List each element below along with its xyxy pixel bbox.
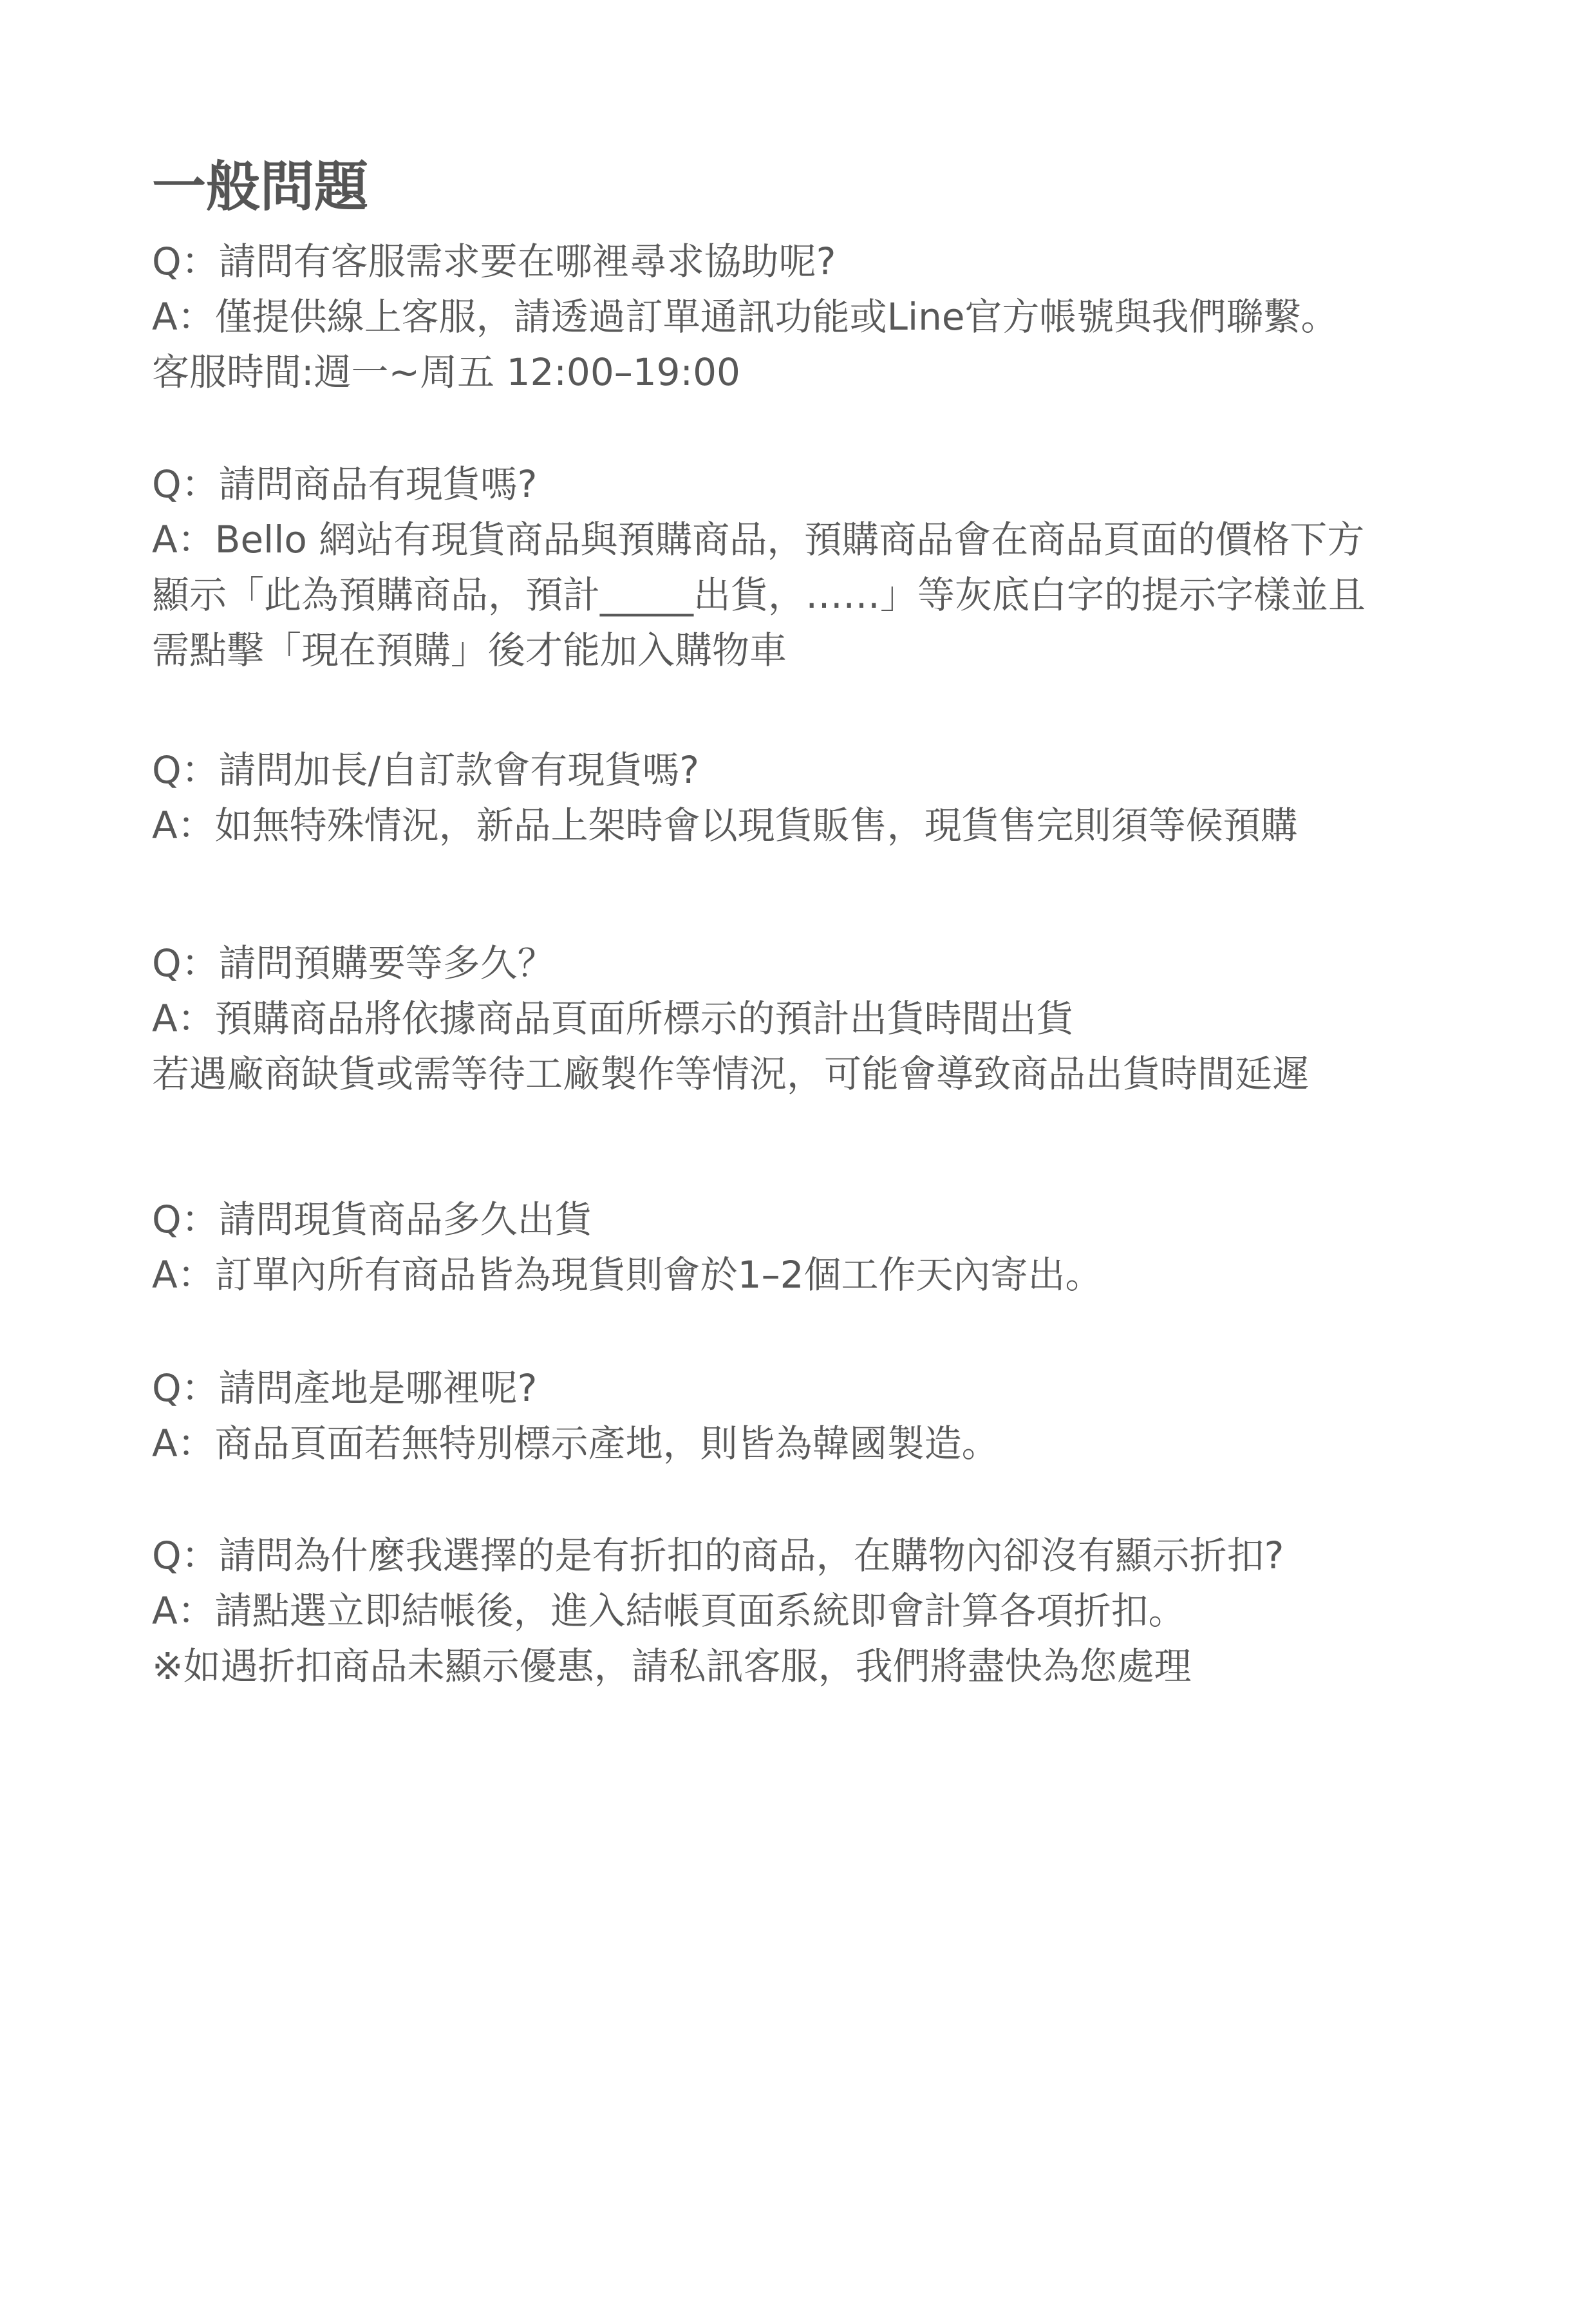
faq-answer-line: 客服時間:週一~周五 12:00–19:00 bbox=[152, 350, 740, 394]
faq-question-shipping-time: Q：請問現貨商品多久出貨 bbox=[152, 1197, 592, 1241]
faq-answer-line: A：預購商品將依據商品頁面所標示的預計出貨時間出貨 bbox=[152, 997, 1074, 1040]
page-title: 一般問題 bbox=[152, 155, 369, 218]
faq-question-discount: Q：請問為什麼我選擇的是有折扣的商品，在購物內卻沒有顯示折扣? bbox=[152, 1534, 1284, 1577]
faq-answer-line: 需點擊「現在預購」後才能加入購物車 bbox=[152, 628, 787, 672]
faq-answer-line: A：Bello 網站有現貨商品與預購商品，預購商品會在商品頁面的價格下方 bbox=[152, 518, 1365, 561]
faq-answer-line: 顯示「此為預購商品，預計_____出貨，……」等灰底白字的提示字樣並且 bbox=[152, 573, 1366, 617]
faq-question-stock: Q：請問商品有現貨嗎? bbox=[152, 462, 538, 506]
faq-answer-line: A：僅提供線上客服，請透過訂單通訊功能或Line官方帳號與我們聯繫。 bbox=[152, 295, 1338, 339]
faq-answer-line: 若遇廠商缺貨或需等待工廠製作等情況，可能會導致商品出貨時間延遲 bbox=[152, 1052, 1310, 1096]
faq-answer-line: A：訂單內所有商品皆為現貨則會於1–2個工作天內寄出。 bbox=[152, 1253, 1103, 1297]
faq-question-custom-stock: Q：請問加長/自訂款會有現貨嗎? bbox=[152, 748, 699, 792]
faq-answer-line: ※如遇折扣商品未顯示優惠，請私訊客服，我們將盡快為您處理 bbox=[152, 1644, 1192, 1688]
faq-question-customer-service: Q：請問有客服需求要在哪裡尋求協助呢? bbox=[152, 239, 836, 283]
faq-question-origin: Q：請問產地是哪裡呢? bbox=[152, 1366, 538, 1410]
faq-answer-line: A：如無特殊情況，新品上架時會以現貨販售，現貨售完則須等候預購 bbox=[152, 803, 1298, 847]
faq-answer-line: A：商品頁面若無特別標示產地，則皆為韓國製造。 bbox=[152, 1422, 999, 1465]
faq-answer-line: A：請點選立即結帳後，進入結帳頁面系統即會計算各項折扣。 bbox=[152, 1589, 1186, 1633]
faq-question-preorder-wait: Q：請問預購要等多久？ bbox=[152, 941, 555, 985]
